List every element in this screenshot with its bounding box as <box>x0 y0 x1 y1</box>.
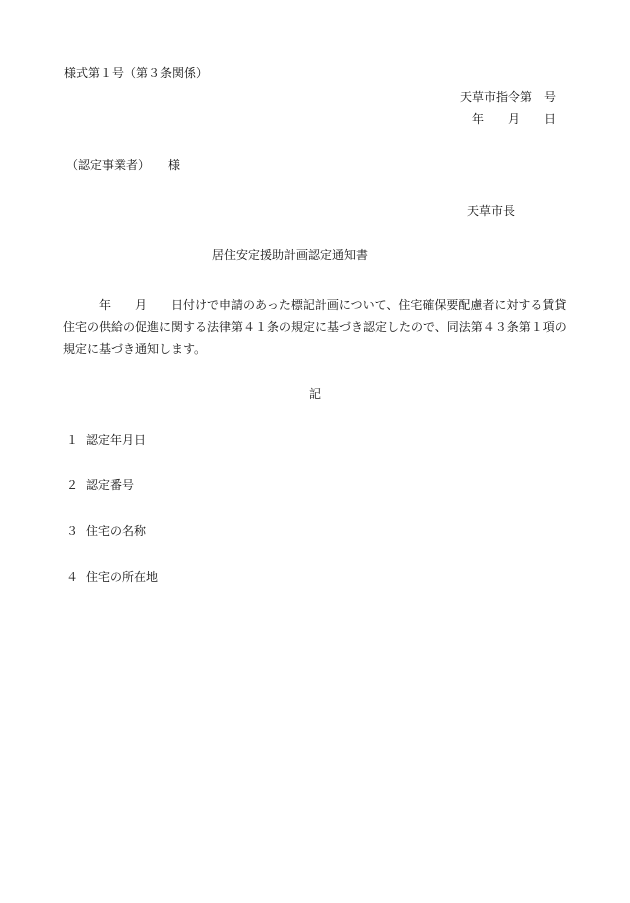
item-number: １ <box>66 433 79 447</box>
reference-number: 天草市指令第 号 <box>459 90 556 104</box>
item-label: 認定番号 <box>86 478 135 492</box>
issuer: 天草市長 <box>466 204 515 218</box>
item-number: ３ <box>66 524 79 538</box>
item-number: ２ <box>66 478 79 492</box>
item-number: ４ <box>66 570 79 584</box>
item-label: 住宅の所在地 <box>86 570 159 584</box>
list-item-housing-address <box>66 570 158 586</box>
list-item-certification-number <box>66 478 134 494</box>
document-title: 居住安定援助計画認定通知書 <box>211 248 368 262</box>
ki-heading: 記 <box>308 387 321 401</box>
body-text: 年 月 日付けで申請のあった標記計画について、住宅確保要配慮者に対する賃貸住宅の供給の促進に関する法律第４１条の規定に基づき認定したので、同法第４３条第１項の規定に基づき通知します。 <box>63 298 567 356</box>
item-label: 住宅の名称 <box>86 524 147 538</box>
list-item-housing-name <box>66 524 146 540</box>
list-item-certification-date <box>66 433 146 449</box>
addressee: （認定事業者） 様 <box>66 158 181 172</box>
reference-date: 年 月 日 <box>471 112 556 126</box>
item-label: 認定年月日 <box>86 433 147 447</box>
form-label: 様式第１号（第３条関係） <box>64 66 209 80</box>
